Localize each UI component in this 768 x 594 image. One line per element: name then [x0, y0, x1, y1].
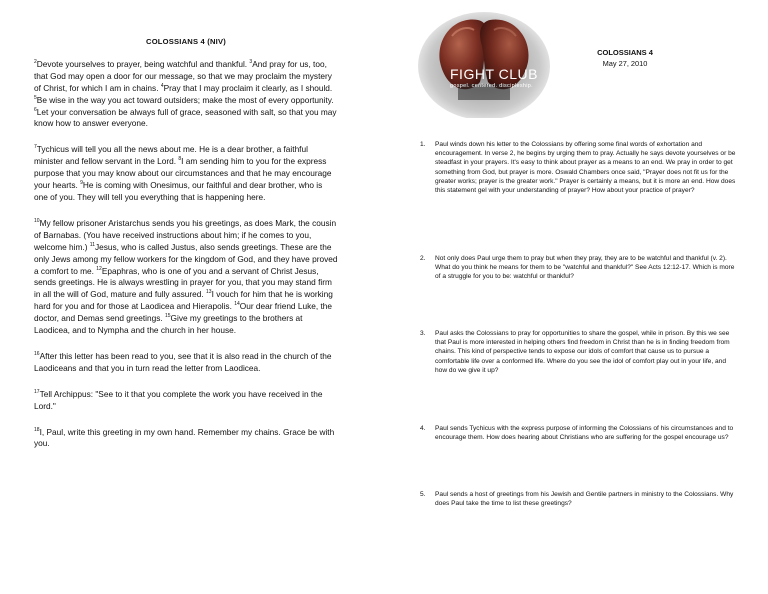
verse-number: 17 [34, 388, 40, 395]
scripture-column [34, 36, 338, 464]
scripture-paragraph [34, 59, 338, 130]
verse-text: I, Paul, write this greeting in my own hand. Remember my chains. Grace be with you. [34, 426, 335, 449]
verse-number: 16 [34, 351, 40, 358]
verse-number: 7 [34, 144, 37, 151]
question-text: Paul sends a host of greetings from his Jewish and Gentile partners in ministry to the Colossians. Why does Paul take the time to list these greetings? [435, 491, 734, 508]
verse-text: Pray that I may proclaim it clearly, as I should. [163, 82, 333, 93]
question-text: Not only does Paul urge them to pray but when they pray, they are to be watchful and thankful (v. 2). What do you think he means for them to be "watchful and thankful?" See Acts 12:12-17. Which is more of a struggle for you to be: watchful or thankful? [435, 255, 735, 281]
verse-number: 8 [178, 156, 182, 163]
verse-text: I am sending him to you for the express purpose that you may know about our circumstances and that he may encourage your hearts. [34, 156, 332, 191]
logo-title: FIGHT CLUB [450, 66, 538, 82]
scripture-heading: COLOSSIANS 4 (NIV) [146, 37, 226, 46]
verse-text: Tychicus will tell you all the news about me. He is a dear brother, a faithful minister and fellow servant in the Lord. [34, 144, 308, 167]
verse-number: 11 [89, 241, 95, 248]
verse-number: 10 [34, 218, 40, 225]
question-number: 1. [420, 141, 426, 148]
verse-text: Tell Archippus: "See to it that you complete the work you have received in the Lord." [34, 388, 323, 411]
question-text: Paul winds down his letter to the Colossians by offering some final words of exhortation and encouragement. In verse 2, he begins by urging them to pray. Actually he says devote yourselves or be steadfast in your prayers. It's easy to think about prayer as a means to an end. We pray in order to get something from God, but prayer is more. Oswald Chambers once said, "Prayer does not fit us for the greater works; prayer is the greater work." Prayer is certainly a means, but it is more an end. How does this statement gel with your understanding of prayer? How about your practice of prayer? [435, 141, 736, 195]
question-item [420, 424, 736, 442]
scripture-paragraph [34, 351, 338, 375]
question-number: 5. [420, 491, 426, 498]
verse-text: I vouch for him that he is working hard for you and for those at Laodicea and Hierapolis. [34, 289, 333, 312]
fight-club-logo [418, 6, 550, 118]
question-text: Paul sends Tychicus with the express purpose of informing the Colossians of his circumstances and to encourage them. How does hearing about Christians who are suffering for the gospel encourage us? [435, 425, 734, 442]
scripture-paragraph [34, 427, 338, 451]
question-item [420, 254, 736, 282]
question-item [420, 329, 736, 375]
verse-number: 3 [249, 59, 253, 66]
verse-number: 5 [34, 94, 37, 101]
question-number: 3. [420, 330, 426, 337]
verse-text: He is coming with Onesimus, our faithful and dear brother, who is one of you. They will tell you everything that is happening here. [34, 180, 323, 202]
verse-text: Let your conversation be always full of grace, seasoned with salt, so that you may know how to answer everyone. [34, 106, 337, 129]
lesson-title: COLOSSIANS 4 [597, 48, 653, 57]
verse-text: Devote yourselves to prayer, being watchful and thankful. [36, 58, 250, 69]
boxing-gloves-icon [418, 6, 550, 118]
lesson-header [580, 47, 670, 69]
verse-text: My fellow prisoner Aristarchus sends you his greetings, as does Mark, the cousin of Barnabas. (You have received instructions about him; if he comes to you, welcome him.) [34, 217, 337, 252]
verse-text: Give my greetings to the brothers at Laodicea, and to Nympha and the church in her house. [34, 313, 303, 336]
verse-number: 15 [164, 313, 171, 320]
verse-text: Be wise in the way you act toward outsiders; make the most of every opportunity. [36, 94, 334, 105]
verse-text: Our dear friend Luke, the doctor, and Demas send greetings. [34, 301, 332, 324]
verse-text: And pray for us, too, that God may open a door for our message, so that we may proclaim the mystery of Christ, for which I am in chains. [34, 58, 332, 93]
verse-number: 6 [34, 106, 37, 113]
verse-number: 2 [34, 59, 37, 66]
scripture-body [34, 59, 338, 450]
scripture-paragraph [34, 218, 338, 337]
question-number: 2. [420, 255, 426, 262]
question-item [420, 490, 736, 508]
verse-text: After this letter has been read to you, see that it is also read in the church of the Laodiceans and that you in turn read the letter from Laodicea. [34, 350, 332, 373]
verse-text: Epaphras, who is one of you and a servant of Christ Jesus, sends greetings. He is always wrestling in prayer for you, that you may stand firm in all the will of God, mature and fully assured. [34, 265, 332, 300]
scripture-paragraph [34, 389, 338, 413]
lesson-date: May 27, 2010 [602, 59, 648, 68]
verse-number: 18 [34, 426, 40, 433]
scripture-paragraph [34, 144, 338, 204]
logo-tagline: gospel. centered. discipleship. [450, 83, 533, 89]
verse-text: Jesus, who is called Justus, also sends greetings. These are the only Jews among my fellow workers for the kingdom of God, and they have proved a comfort to me. [34, 241, 338, 276]
verse-number: 14 [234, 301, 240, 308]
question-number: 4. [420, 425, 426, 432]
question-text: Paul asks the Colossians to pray for opportunities to share the gospel, while in prison. By this we see that Paul is more interested in helping others find freedom in Christ than he is in finding freedom from chains. This kind of perspective tends to expose our idols of comfort that cause us to pursue a comfortable life over a conformed life. Where do you see the idol of comfort play out in your life, and how do we give it up? [435, 330, 730, 374]
verse-number: 13 [206, 289, 212, 296]
logo-text [450, 66, 560, 89]
verse-number: 4 [160, 82, 164, 89]
verse-number: 9 [80, 180, 83, 187]
question-item [420, 140, 736, 195]
verse-number: 12 [96, 265, 102, 272]
